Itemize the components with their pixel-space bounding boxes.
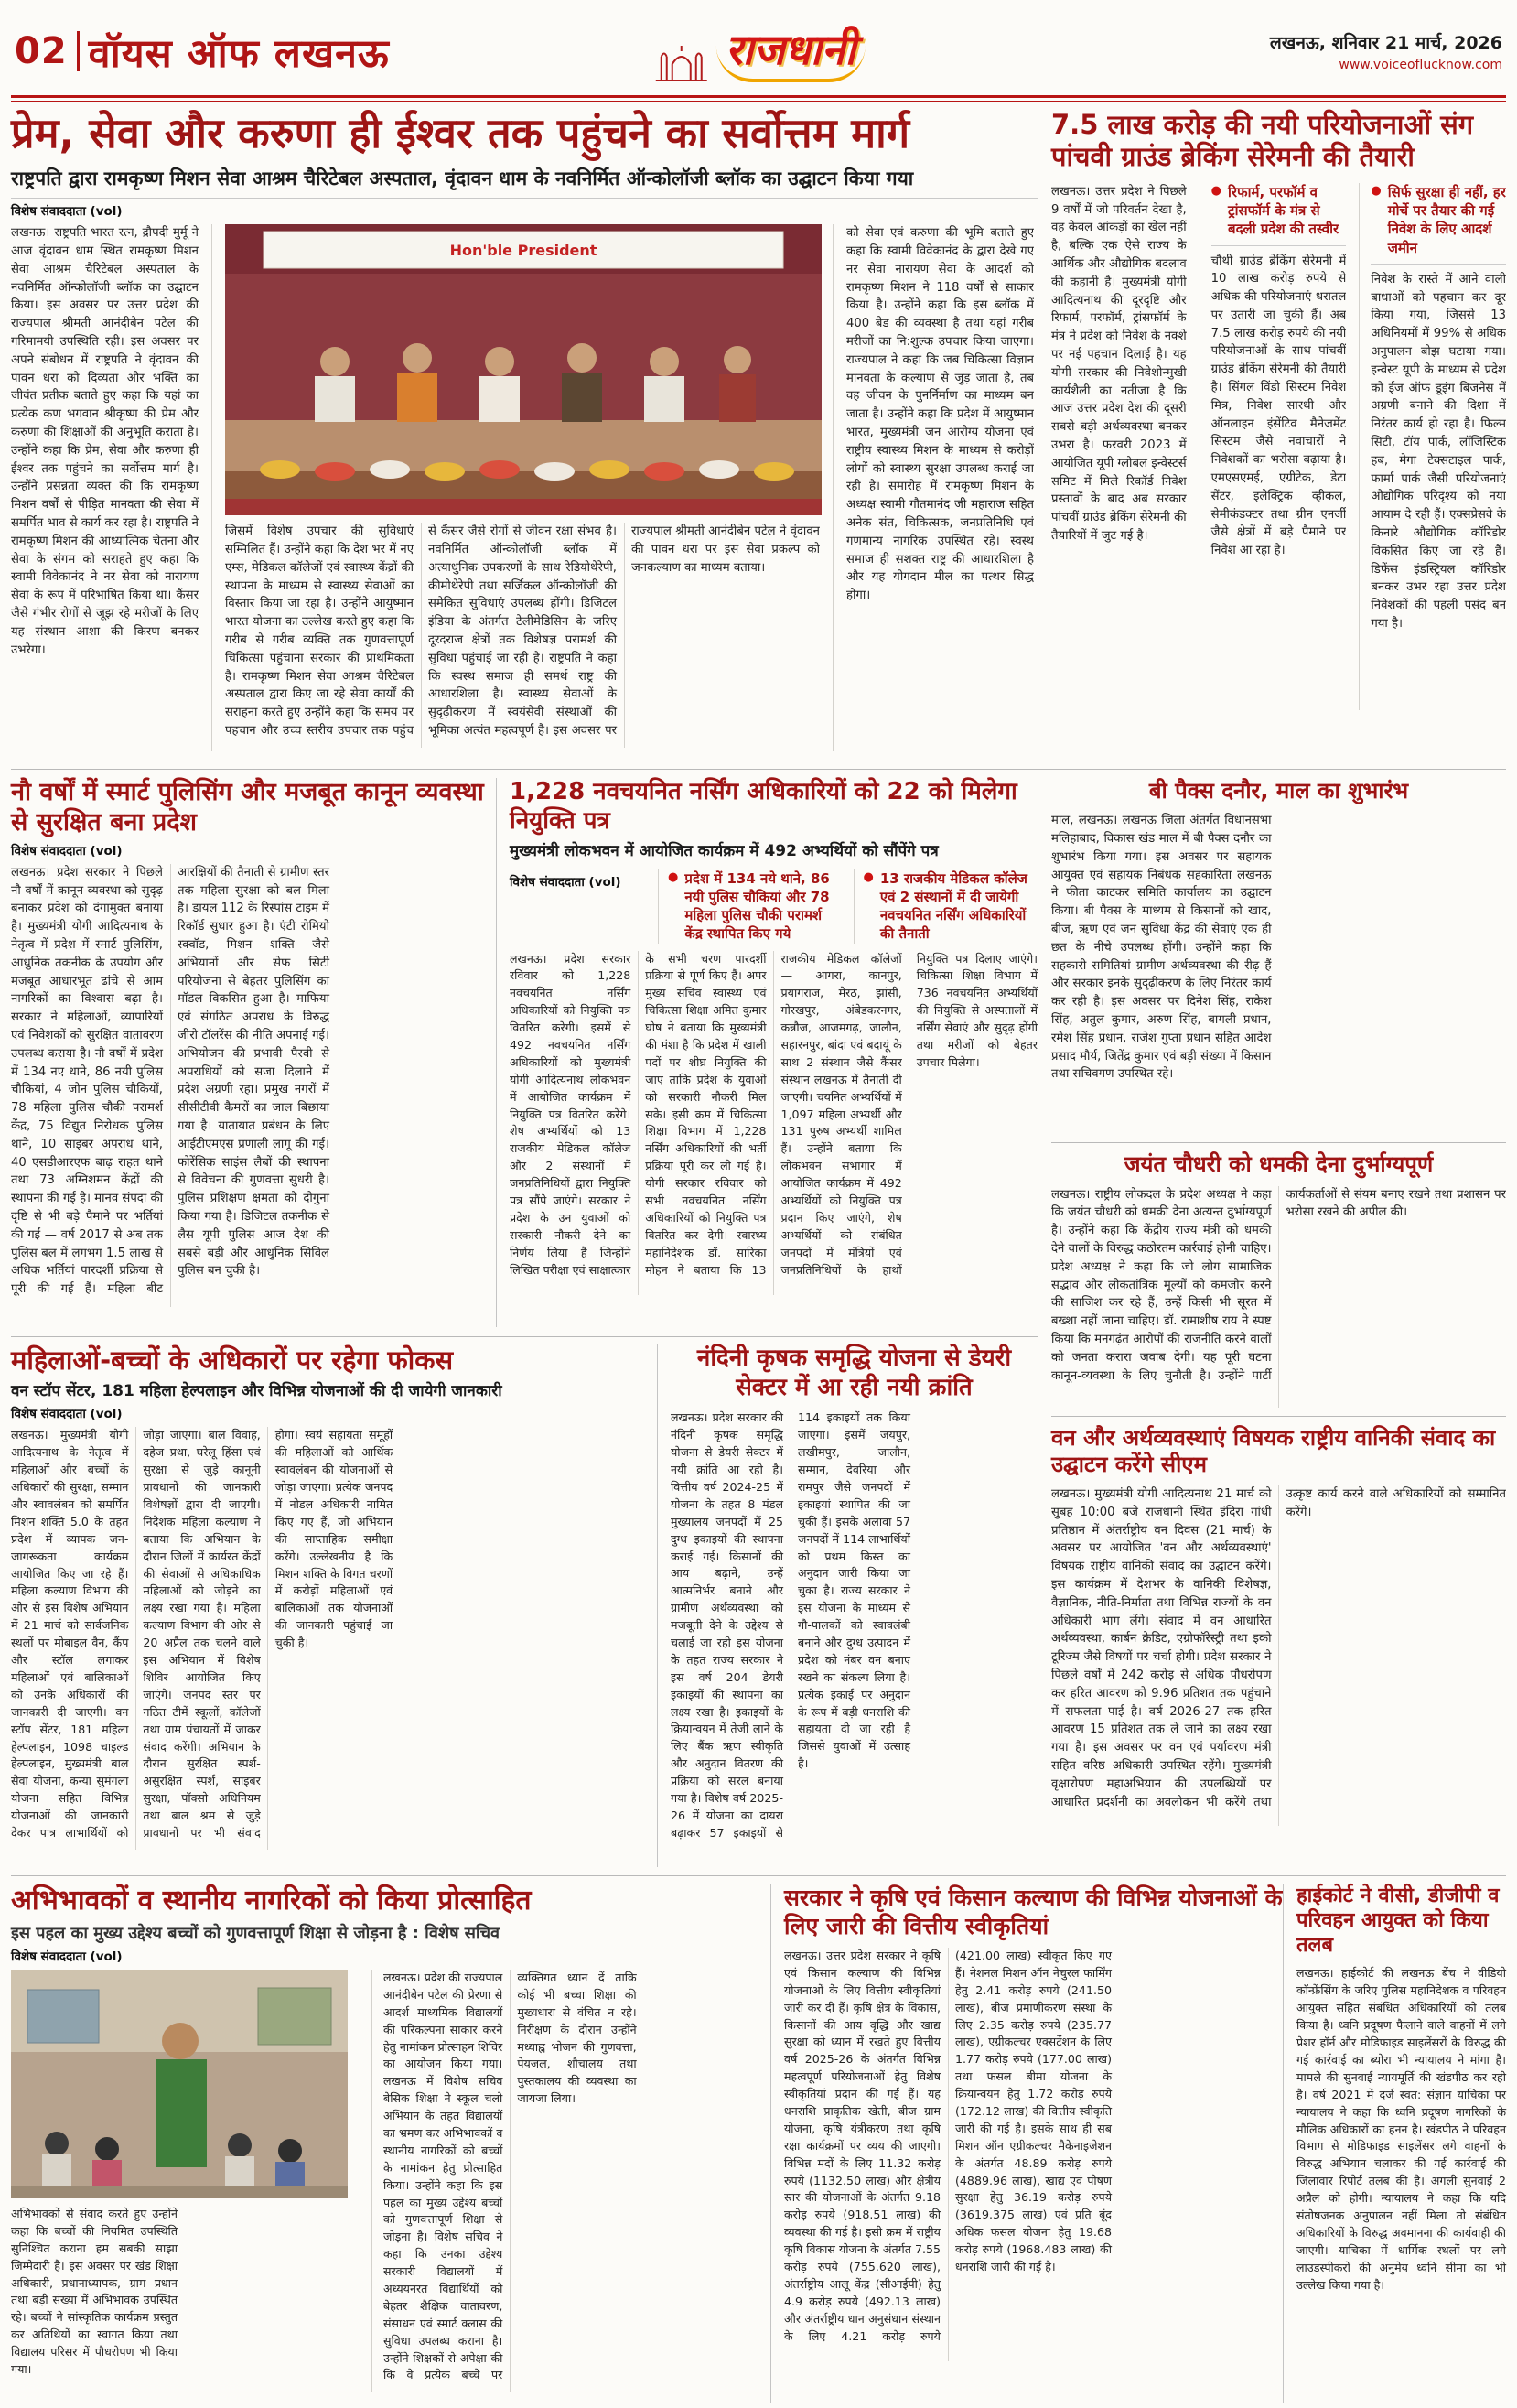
horizontal-divider (1051, 1416, 1506, 1417)
lead-photo-image (225, 224, 822, 515)
lead-byline: विशेष संवाददाता (vol) (11, 204, 123, 220)
nursing-body: लखनऊ। प्रदेश सरकार रविवार को 1,228 नवचयनित नर्सिंग अधिकारियों को नियुक्ति पत्र वितरित करेगी। इसमें से 492 नवचयनित नर्सिंग अधिकारियों को मुख्यमंत्री योगी आदित्यनाथ लोकभवन में आयोजित कार्यक्रम में नियुक्ति पत्र वितरित करेंगे। शेष अभ्यर्थियों को 13 राजकीय मेडिकल कॉलेज और 2 संस्थानों में जनप्रतिनिधियों द्वारा नियुक्ति पत्र सौंपे जाएंगे। सरकार ने प्रदेश के उन युवाओं को सरकारी नौकरी देने का निर्णय लिया है जिन्होंने लिखित परीक्षा एवं साक्षात्कार के सभी चरण पारदर्शी प्रक्रिया से पूर्ण किए हैं। अपर मुख्य सचिव स्वास्थ्य एवं चिकित्सा शिक्षा अमित कुमार घोष ने बताया कि मुख्यमंत्री की मंशा है कि प्रदेश में खाली पदों पर शीघ्र नियुक्ति की जाए ताकि प्रदेश के युवाओं को सरकारी नौकरी मिल सके। इसी क्रम में चिकित्सा शिक्षा विभाग में 1,228 नर्सिंग अधिकारियों की भर्ती प्रक्रिया पूरी कर ली गई है। योगी सरकार रविवार को सभी नवचयनित नर्सिंग अधिकारियों को नियुक्ति पत्र वितरित कर देगी। स्वास्थ्य महानिदेशक डॉ. सारिका मोहन ने बताया कि 13 राजकीय मेडिकल कॉलेजों — आगरा, कानपुर, प्रयागराज, मेरठ, झांसी, गोरखपुर, अंबेडकरनगर, कन्नौज, आजमगढ़, जालौन, सहारनपुर, बांदा एवं बदायूं के साथ 2 संस्थान जैसे कैंसर संस्थान लखनऊ में तैनाती दी जाएगी। चयनित अभ्यर्थियों में 1,097 महिला अभ्यर्थी और 131 पुरुष अभ्यर्थी शामिल हैं। उन्होंने बताया कि लोकभवन सभागार में आयोजित कार्यक्रम में 492 अभ्यर्थियों को नियुक्ति पत्र प्रदान किए जाएंगे, शेष अभ्यर्थियों को संबंधित जनपदों में मंत्रियों एवं जनप्रतिनिधियों के हाथों नियुक्ति पत्र दिलाए जाएंगे। चिकित्सा शिक्षा विभाग में 736 नवचयनित अभ्यर्थियों की नियुक्ति से अस्पतालों में नर्सिंग सेवाएं और सुदृढ़ होंगी तथा मरीजों को बेहतर उपचार मिलेगा। (510, 951, 1038, 1277)
gbc-column-1: लखनऊ। उत्तर प्रदेश ने पिछले 9 वर्षों में जो परिवर्तन देखा है, वह केवल आंकड़ों का खेल नहीं है, बल्कि एक ऐसे राज्य के आर्थिक और औद्योगिक बदलाव की कहानी है। मुख्यमंत्री योगी आदित्यनाथ की दूरदृष्टि और रिफार्म, परफॉर्म, ट्रांसफॉर्म के मंत्र ने प्रदेश को निवेश के नक्शे पर नई पहचान दिलाई है। यह योगी सरकार की निवेशोन्मुखी कार्यशैली का नतीजा है कि आज उत्तर प्रदेश देश की दूसरी सबसे बड़ी अर्थव्यवस्था बनकर उभरा है। फरवरी 2023 में आयोजित यूपी ग्लोबल इन्वेस्टर्स समिट में मिले रिकॉर्ड निवेश प्रस्तावों के बाद अब सरकार पांचवीं ग्राउंड ब्रेकिंग सेरेमनी की तैयारियों में जुट गई है। (1051, 184, 1187, 543)
lead-column-1: लखनऊ। राष्ट्रपति भारत रत्न, द्रौपदी मुर्मू ने आज वृंदावन धाम स्थित रामकृष्ण मिशन सेवा आश्रम चैरिटेबल अस्पताल के नवनिर्मित ऑन्कोलॉजी ब्लॉक का उद्घाटन किया। इस अवसर पर उत्तर प्रदेश की राज्यपाल श्रीमती आनंदीबेन पटेल की गरिमामयी उपस्थिति रही। इस अवसर पर अपने संबोधन में राष्ट्रपति ने वृंदावन की पावन धरा को दिव्यता और भक्ति का जीवंत प्रतीक बताते हुए कहा कि यहां का प्रत्येक कण भगवान श्रीकृष्ण की प्रेम और करुणा की शिक्षाओं की अनुभूति कराता है। उन्होंने कहा कि प्रेम, सेवा और करुणा ही ईश्वर तक पहुंचने का सर्वोत्तम मार्ग है। उन्होंने प्रसन्नता व्यक्त की कि रामकृष्ण मिशन वर्षों से पीड़ित मानवता की सेवा में समर्पित भाव से कार्य कर रहा है। राष्ट्रपति ने रामकृष्ण मिशन की आध्यात्मिक चेतना और सेवा के संगम को सराहते हुए कहा कि स्वामी विवेकानंद ने नर सेवा को नारायण सेवा के रूप में परिभाषित किया था। कैंसर जैसे गंभीर रोगों से जूझ रहे मरीजों के लिए यह संस्थान आशा की किरण बनकर उभरेगा। (11, 226, 199, 657)
bottom-band (11, 1884, 1506, 2403)
article-nandini (657, 1344, 1038, 1867)
page-number: 02 (15, 30, 68, 72)
agri-headline: सरकार ने कृषि एवं किसान कल्याण की विभिन्न योजनाओं के लिए जारी की वित्तीय स्वीकृतियां (784, 1884, 1283, 1939)
lead-column-5: को सेवा एवं करुणा की भूमि बताते हुए कहा कि स्वामी विवेकानंद के द्वारा देखे गए नर सेवा नारायण सेवा के आदर्श को रामकृष्ण मिशन ने 118 वर्षों से साकार किया है। उन्होंने कहा कि इस ब्लॉक में 400 बेड की व्यवस्था है तथा यहां गरीब मरीजों का नि:शुल्क उपचार किया जाएगा। राज्यपाल ने कहा कि जब चिकित्सा विज्ञान मानवता के कल्याण से जुड़ जाता है, तब वह जीवन के पुनर्निर्माण का माध्यम बन जाता है। उन्होंने कहा कि प्रदेश में आयुष्मान भारत, मुख्यमंत्री जन आरोग्य योजना एवं राष्ट्रीय स्वास्थ्य मिशन के माध्यम से करोड़ों लोगों को स्वास्थ्य सुरक्षा उपलब्ध कराई जा रही है। समारोह में रामकृष्ण मिशन के अध्यक्ष स्वामी गौतमानंद जी महाराज सहित अनेक संत, चिकित्सक, जनप्रतिनिधि एवं गणमान्य नागरिक उपस्थित रहे। स्वस्थ समाज ही सशक्त राष्ट्र की आधारशिला है और यह योगदान मील का पत्थर सिद्ध होगा। (846, 226, 1034, 603)
gbc-headline: 7.5 लाख करोड़ की नयी परियोजनाओं संग पांचवी ग्राउंड ब्रेकिंग सेरेमनी की तैयारी (1051, 109, 1474, 173)
jayant-headline: जयंत चौधरी को धमकी देना दुर्भाग्यपूर्ण (1124, 1151, 1434, 1178)
article-highcourt (1283, 1884, 1506, 2403)
gbc-column-3-text: निवेश के रास्ते में आने वाली बाधाओं को पहचान कर दूर किया गया, जिससे 13 अधिनियमों में 99% से अधिक अनुपालन बोझ घटाया गया। इन्वेस्ट यूपी के माध्यम से प्रदेश को ईज ऑफ डूइंग बिजनेस में अग्रणी बनाने की दिशा में निरंतर कार्य हो रहा है। फिल्म सिटी, टॉय पार्क, लॉजिस्टिक हब, मेगा टेक्सटाइल पार्क, फार्मा पार्क जैसी परियोजनाएं औद्योगिक परिदृश्य को नया आयाम दे रही हैं। एक्सप्रेसवे के किनारे औद्योगिक कॉरिडोर विकसित किए जा रहे हैं। डिफेंस इंडस्ट्रियल कॉरिडोर बनकर उभर रहा उत्तर प्रदेश निवेशकों की पहली पसंद बन गया है। (1371, 272, 1507, 631)
horizontal-divider (11, 769, 1506, 770)
article-women-children (11, 1344, 657, 1867)
lead-headline: प्रेम, सेवा और करुणा ही ईश्वर तक पहुंचने का सर्वोत्तम मार्ग (11, 109, 910, 157)
court-headline: हाईकोर्ट ने वीसी, डीजीपी व परिवहन आयुक्त को किया तलब (1296, 1884, 1500, 1957)
gbc-column-2 (1200, 183, 1347, 710)
gbc-body (1051, 183, 1506, 710)
article-nursing (496, 778, 1038, 1327)
school-left-column (11, 1970, 359, 2392)
forest-body: लखनऊ। मुख्यमंत्री योगी आदित्यनाथ 21 मार्च को सुबह 10:00 बजे राजधानी स्थित इंदिरा गांधी प्रतिष्ठान में अंतर्राष्ट्रीय वन दिवस (21 मार्च) के अवसर पर आयोजित 'वन और अर्थव्यवस्थाएं' विषयक राष्ट्रीय वानिकी संवाद का उद्घाटन करेंगे। इस कार्यक्रम में देशभर के वानिकी विशेषज्ञ, वैज्ञानिक, नीति-निर्माता तथा विभिन्न राज्यों के वन अधिकारी भाग लेंगे। संवाद में वन आधारित अर्थव्यवस्था, कार्बन क्रेडिट, एग्रोफॉरेस्ट्री तथा इको टूरिज्म जैसे विषयों पर चर्चा होगी। प्रदेश सरकार ने पिछले वर्षों में 242 करोड़ से अधिक पौधरोपण कर हरित आवरण को 9.96 प्रतिशत तक पहुंचाने में सफलता पाई है। वर्ष 2026-27 तक हरित आवरण 15 प्रतिशत तक ले जाने का लक्ष्य रखा गया है। इस अवसर पर वन एवं पर्यावरण मंत्री सहित वरिष्ठ अधिकारी उपस्थित रहेंगे। मुख्यमंत्री वृक्षारोपण महाअभियान की उपलब्धियों पर आधारित प्रदर्शनी का अवलोकन भी करेंगे तथा उत्कृष्ट कार्य करने वाले अधिकारियों को सम्मानित करेंगे। (1051, 1487, 1506, 1809)
nursing-byline: विशेष संवाददाता (vol) (510, 874, 621, 890)
gbc-column-3 (1359, 183, 1506, 710)
article-police (11, 778, 496, 1327)
article-forest-dialogue (1051, 1425, 1506, 1827)
bullet-icon: ● (1371, 183, 1382, 198)
lead-middle-text: जिसमें विशेष उपचार की सुविधाएं सम्मिलित हैं। उन्होंने कहा कि देश भर में नए एम्स, मेडिकल कॉलेजों एवं स्वास्थ्य केंद्रों की स्थापना के माध्यम से स्वास्थ्य सेवाओं का विस्तार किया जा रहा है। उन्होंने आयुष्मान भारत योजना का उल्लेख करते हुए कहा कि गरीब से गरीब व्यक्ति तक गुणवत्तापूर्ण चिकित्सा पहुंचाना सरकार की प्राथमिकता है। रामकृष्ण मिशन सेवा आश्रम चैरिटेबल अस्पताल द्वारा किए जा रहे सेवा कार्यों की सराहना करते हुए उन्होंने कहा कि समय पर पहचान और उच्च स्तरीय उपचार तक पहुंच से कैंसर जैसे रोगों से जीवन रक्षा संभव है। नवनिर्मित ऑन्कोलॉजी ब्लॉक में अत्याधुनिक उपकरणों के साथ रेडियोथेरेपी, कीमोथेरेपी तथा सर्जिकल ऑन्कोलॉजी की समेकित सुविधाएं उपलब्ध होंगी। डिजिटल इंडिया के अंतर्गत टेलीमेडिसिन के जरिए दूरदराज क्षेत्रों तक विशेषज्ञ परामर्श की सुविधा पहुंचाई जा रही है। राष्ट्रपति ने कहा कि स्वस्थ समाज ही समर्थ राष्ट्र की आधारशिला है। स्वास्थ्य सेवाओं के सुदृढ़ीकरण में स्वयंसेवी संस्थाओं की भूमिका अत्यंत महत्वपूर्ण है। इस अवसर पर राज्यपाल श्रीमती आनंदीबेन पटेल ने वृंदावन की पावन धरा पर इस सेवा प्रकल्प को जनकल्याण का माध्यम बताया। (225, 524, 820, 738)
right-rail (1038, 778, 1506, 1867)
nursing-highlight-1-text: प्रदेश में 134 नये थाने, 86 नयी पुलिस चौकियां और 78 महिला पुलिस चौकी परामर्श केंद्र स्थापित किए गये (684, 869, 830, 943)
jayant-body: लखनऊ। राष्ट्रीय लोकदल के प्रदेश अध्यक्ष ने कहा कि जयंत चौधरी को धमकी देना अत्यन्त दुर्भाग्यपूर्ण है। उन्होंने कहा कि केंद्रीय राज्य मंत्री को धमकी देने वालों के विरुद्ध कठोरतम कार्रवाई होनी चाहिए। प्रदेश अध्यक्ष ने कहा कि जो लोग सामाजिक सद्भाव और लोकतांत्रिक मूल्यों को कमजोर करने की साजिश कर रहे हैं, उन्हें किसी भी सूरत में बख्शा नहीं जाना चाहिए। डॉ. रामाशीष राय ने स्पष्ट किया कि मनगढ़ंत आरोपों की राजनीति करने वालों को जनता करारा जवाब देगी। यह पूरी घटना कानून-व्यवस्था के लिए चुनौती है। उन्होंने पार्टी कार्यकर्ताओं से संयम बनाए रखने तथा प्रशासन पर भरोसा रखने की अपील की। (1051, 1187, 1506, 1383)
women-subhead: वन स्टॉप सेंटर, 181 महिला हेल्पलाइन और विभिन्न योजनाओं की दी जायेगी जानकारी (11, 1382, 502, 1401)
section-logo (652, 20, 866, 82)
bpacs-body: माल, लखनऊ। लखनऊ जिला अंतर्गत विधानसभा मलिहाबाद, विकास खंड माल में बी पैक्स दनौर का शुभारंभ किया गया। इस अवसर पर सहायक आयुक्त एवं सहायक निबंधक सहकारिता लखनऊ ने फीता काटकर समिति कार्यालय का उद्घाटन किया। बी पैक्स के माध्यम से किसानों को खाद, बीज, ऋण एवं जन सुविधा केंद्र की सेवाएं एक ही छत के नीचे उपलब्ध होंगी। उन्होंने कहा कि सहकारी समितियां ग्रामीण अर्थव्यवस्था की रीढ़ हैं और सरकार इनके सुदृढ़ीकरण के लिए निरंतर कार्य कर रही है। इस अवसर पर दिनेश सिंह, राकेश सिंह, अतुल कुमार, अरुण सिंह, बागली प्रधान, रमेश सिंह प्रधान, राजेश गुप्ता प्रधान सहित आदेश प्रसाद मौर्य, जितेंद्र कुमार एवं बड़ी संख्या में किसान तथा सचिवगण उपस्थित रहे। (1051, 814, 1272, 1082)
row-women-nandini (11, 1336, 1038, 1867)
gbc-highlight-1 (1211, 183, 1347, 246)
bullet-icon: ● (863, 869, 874, 884)
section-logo-text: राजधानी (716, 20, 866, 82)
school-body-under-photo: अभिभावकों से संवाद करते हुए उन्होंने कहा कि बच्चों की नियमित उपस्थिति सुनिश्चित कराना हम सबकी साझा जिम्मेदारी है। इस अवसर पर खंड शिक्षा अधिकारी, प्रधानाध्यापक, ग्राम प्रधान तथा बड़ी संख्या में अभिभावक उपस्थित रहे। बच्चों ने सांस्कृतिक कार्यक्रम प्रस्तुत कर अतिथियों का स्वागत किया तथा विद्यालय परिसर में पौधरोपण भी किया गया। (11, 2206, 178, 2376)
nandini-headline: नंदिनी कृषक समृद्धि योजना से डेयरी सेक्टर में आ रही नयी क्रांति (696, 1344, 1012, 1401)
bullet-icon: ● (668, 869, 679, 884)
police-body: लखनऊ। प्रदेश सरकार ने पिछले नौ वर्षों में कानून व्यवस्था को सुदृढ़ बनाकर प्रदेश को दंगामुक्त बनाया है। मुख्यमंत्री योगी आदित्यनाथ के नेतृत्व में प्रदेश में स्मार्ट पुलिसिंग, आधुनिक तकनीक के उपयोग और मजबूत आधारभूत ढांचे से आम नागरिकों का विश्वास बढ़ा है। सरकार ने महिलाओं, व्यापारियों एवं निवेशकों को सुरक्षित वातावरण उपलब्ध कराया है। नौ वर्षों में प्रदेश में 134 नए थाने, 86 नयी पुलिस चौकियां, 4 जोन पुलिस चौकियों, 78 महिला पुलिस चौकी परामर्श केंद्र, 75 विद्युत निरोधक पुलिस थाने, 10 साइबर अपराध थाने, 40 एसडीआरएफ बाढ़ राहत थाने तथा 73 अग्निशमन केंद्रों की स्थापना की गई है। मानव संपदा की दृष्टि से भी बड़े पैमाने पर भर्तियां की गईं — वर्ष 2017 से अब तक पुलिस बल में लगभग 1.5 लाख से अधिक भर्तियां पारदर्शी प्रक्रिया से पूरी की गई हैं। महिला बीट आरक्षियों की तैनाती से ग्रामीण स्तर तक महिला सुरक्षा को बल मिला है। डायल 112 के रिस्पांस टाइम में रिकॉर्ड सुधार हुआ है। एंटी रोमियो स्क्वॉड, मिशन शक्ति जैसे अभियानों और सेफ सिटी परियोजना से बेहतर पुलिसिंग का मॉडल विकसित हुआ है। माफिया एवं संगठित अपराध के विरुद्ध जीरो टॉलरेंस की नीति अपनाई गई। अभियोजन की प्रभावी पैरवी से अपराधियों को सजा दिलाने में प्रदेश अग्रणी रहा। प्रमुख नगरों में सीसीटीवी कैमरों का जाल बिछाया गया है। यातायात प्रबंधन के लिए आईटीएमएस प्रणाली लागू की गई। फोरेंसिक साइंस लैबों की स्थापना से विवेचना की गुणवत्ता सुधरी है। पुलिस प्रशिक्षण क्षमता को दोगुना किया गया है। डिजिटल तकनीक से लैस यूपी पुलिस आज देश की सबसे बड़ी और आधुनिक सिविल पुलिस बन चुकी है। (11, 865, 329, 1297)
rajdhani-monument-icon (652, 38, 711, 82)
gbc-highlight-1-text: रिफार्म, परफॉर्म व ट्रांसफॉर्म के मंत्र से बदली प्रदेश की तस्वीर (1228, 183, 1339, 238)
bullet-icon: ● (1210, 183, 1222, 198)
gbc-highlight-2-text: सिर्फ सुरक्षा ही नहीं, हर मोर्चे पर तैयार की गई निवेश के लिए आदर्श जमीन (1387, 183, 1506, 256)
header-rule (11, 95, 1506, 102)
nursing-highlight-2 (854, 869, 1038, 944)
agri-body: लखनऊ। उत्तर प्रदेश सरकार ने कृषि एवं किसान कल्याण की विभिन्न योजनाओं के लिए वित्तीय स्वीकृतियां जारी कर दी हैं। कृषि क्षेत्र के विकास, किसानों की आय वृद्धि और खाद्य सुरक्षा को ध्यान में रखते हुए वित्तीय वर्ष 2025-26 के अंतर्गत विभिन्न महत्वपूर्ण परियोजनाओं हेतु विशेष स्वीकृतियां प्रदान की गई हैं। यह धनराशि प्राकृतिक खेती, बीज ग्राम योजना, कृषि यंत्रीकरण तथा कृषि रक्षा कार्यक्रमों पर व्यय की जाएगी। विभिन्न मदों के लिए 11.32 करोड़ रुपये (1132.50 लाख) और क्षेत्रीय स्तर की योजनाओं के अंतर्गत 9.18 करोड़ रुपये (918.51 लाख) की व्यवस्था की गई है। इसी क्रम में राष्ट्रीय कृषि विकास योजना के अंतर्गत 7.55 करोड़ रुपये (755.620 लाख), अंतर्राष्ट्रीय आलू केंद्र (सीआईपी) हेतु 4.9 करोड़ रुपये (492.13 लाख) और अंतर्राष्ट्रीय धान अनुसंधान संस्थान के लिए 4.21 करोड़ रुपये (421.00 लाख) स्वीकृत किए गए हैं। नेशनल मिशन ऑन नेचुरल फार्मिंग हेतु 2.41 करोड़ रुपये (241.50 लाख), बीज प्रमाणीकरण संस्था के लिए 2.35 करोड़ रुपये (235.77 लाख), एग्रीकल्चर एक्सटेंशन के लिए 1.77 करोड़ रुपये (177.00 लाख) तथा फसल बीमा योजना के क्रियान्वयन हेतु 1.72 करोड़ रुपये (172.12 लाख) की वित्तीय स्वीकृति जारी की गई है। इसके साथ ही सब मिशन ऑन एग्रीकल्चर मैकेनाइजेशन के अंतर्गत 48.89 करोड़ रुपये (4889.96 लाख), खाद्य एवं पोषण सुरक्षा हेतु 36.19 करोड़ रुपये (3619.375 लाख) एवं प्रति बूंद अधिक फसल योजना हेतु 19.68 करोड़ रुपये (1968.483 लाख) की धनराशि जारी की गई है। (784, 1949, 1112, 2343)
svg-text:Hon'ble President: Hon'ble President (449, 242, 597, 260)
lead-subhead: राष्ट्रपति द्वारा रामकृष्ण मिशन सेवा आश्रम चैरिटेबल अस्पताल, वृंदावन धाम के नवनिर्मित ऑन्कोलॉजी ब्लॉक का उद्घाटन किया गया (11, 167, 914, 189)
police-byline: विशेष संवाददाता (vol) (11, 843, 123, 858)
masthead-block (15, 25, 390, 79)
article-agri-sanctions (770, 1884, 1283, 2403)
lead-body (11, 224, 1038, 751)
school-headline: अभिभावकों व स्थानीय नागरिकों को किया प्रोत्साहित (11, 1884, 532, 1917)
article-lead (11, 109, 1038, 761)
top-band (11, 109, 1506, 761)
court-body: लखनऊ। हाईकोर्ट की लखनऊ बेंच ने वीडियो कॉन्फ्रेंसिंग के जरिए पुलिस महानिदेशक व परिवहन आयुक्त सहित संबंधित अधिकारियों को तलब किया है। ध्वनि प्रदूषण फैलाने वाले वाहनों में लगे प्रेशर हॉर्न और मोडिफाइड साइलेंसरों के विरुद्ध की गई कार्रवाई का ब्योरा भी न्यायालय ने मांगा है। मामले की सुनवाई न्यायमूर्ति की खंडपीठ कर रही है। वर्ष 2021 में दर्ज स्वत: संज्ञान याचिका पर न्यायालय ने कहा कि ध्वनि प्रदूषण नागरिकों के मौलिक अधिकारों का हनन है। खंडपीठ ने परिवहन विभाग से मोडिफाइड साइलेंसर लगे वाहनों के विरुद्ध अभियान चलाकर की गई कार्रवाई की जिलावार रिपोर्ट तलब की है। अगली सुनवाई 2 अप्रैल को होगी। न्यायालय ने कहा कि यदि संतोषजनक अनुपालन नहीं मिला तो संबंधित अधिकारियों के विरुद्ध अवमानना की कार्यवाही की जाएगी। याचिका में धार्मिक स्थलों पर लगे लाउडस्पीकरों की अनुमेय ध्वनि सीमा का भी उल्लेख किया गया है। (1296, 1966, 1506, 2292)
horizontal-divider (1051, 1142, 1506, 1143)
article-jayant (1051, 1151, 1506, 1407)
women-byline: विशेष संवाददाता (vol) (11, 1407, 123, 1422)
forest-headline: वन और अर्थव्यवस्थाएं विषयक राष्ट्रीय वानिकी संवाद का उद्घाटन करेंगे सीएम (1051, 1424, 1496, 1477)
nandini-body: लखनऊ। प्रदेश सरकार की नंदिनी कृषक समृद्धि योजना से डेयरी सेक्टर में नयी क्रांति आ रही है। वित्तीय वर्ष 2024-25 में योजना के तहत 8 मंडल मुख्यालय जनपदों में 25 दुग्ध इकाइयों की स्थापना कराई गई। किसानों की आय बढ़ाने, उन्हें आत्मनिर्भर बनाने और ग्रामीण अर्थव्यवस्था को मजबूती देने के उद्देश्य से चलाई जा रही इस योजना के तहत राज्य सरकार ने इस वर्ष 204 डेयरी इकाइयों की स्थापना का लक्ष्य रखा है। इकाइयों के क्रियान्वयन में तेजी लाने के लिए बैंक ऋण स्वीकृति और अनुदान वितरण की प्रक्रिया को सरल बनाया गया है। विशेष वर्ष 2025-26 में योजना का दायरा बढ़ाकर 57 इकाइयों से 114 इकाइयों तक किया जाएगा। इसमें जयपुर, लखीमपुर, जालौन, सम्मान, देवरिया और रामपुर जैसे जनपदों में इकाइयां स्थापित की जा चुकी हैं। इसके अलावा 57 जनपदों में 114 लाभार्थियों को प्रथम किस्त का अनुदान जारी किया जा चुका है। राज्य सरकार ने इस योजना के माध्यम से गौ-पालकों को स्वावलंबी बनाने और दुग्ध उत्पादन में प्रदेश को नंबर वन बनाए रखने का संकल्प लिया है। प्रत्येक इकाई पर अनुदान के रूप में बड़ी धनराशि की सहायता दी जा रही है जिससे युवाओं में उत्साह है। (671, 1410, 910, 1840)
police-headline: नौ वर्षों में स्मार्ट पुलिसिंग और मजबूत कानून व्यवस्था से सुरक्षित बना प्रदेश (11, 778, 484, 837)
nursing-headline: 1,228 नवचयनित नर्सिंग अधिकारियों को 22 को मिलेगा नियुक्ति पत्र (510, 778, 1017, 835)
women-headline: महिलाओं-बच्चों के अधिकारों पर रहेगा फोकस (11, 1344, 454, 1376)
lead-middle-block (211, 224, 834, 751)
bpacs-headline: बी पैक्स दनौर, माल का शुभारंभ (1148, 778, 1409, 804)
nursing-highlight-1 (658, 869, 843, 944)
dateline-block (1270, 30, 1502, 72)
horizontal-divider (11, 198, 1038, 199)
horizontal-divider (11, 1875, 1506, 1876)
women-body: लखनऊ। मुख्यमंत्री योगी आदित्यनाथ के नेतृत्व में महिलाओं और बच्चों के अधिकारों की सुरक्षा, सम्मान और स्वावलंबन को समर्पित मिशन शक्ति 5.0 के तहत प्रदेश में व्यापक जन-जागरूकता कार्यक्रम आयोजित किए जा रहे हैं। महिला कल्याण विभाग की ओर से इस विशेष अभियान में 21 मार्च को सार्वजनिक स्थलों पर मोबाइल वैन, कैंप और स्टॉल लगाकर महिलाओं एवं बालिकाओं को उनके अधिकारों की जानकारी दी जाएगी। वन स्टॉप सेंटर, 181 महिला हेल्पलाइन, 1098 चाइल्ड हेल्पलाइन, मुख्यमंत्री बाल सेवा योजना, कन्या सुमंगला योजना सहित विभिन्न योजनाओं की जानकारी देकर पात्र लाभार्थियों को जोड़ा जाएगा। बाल विवाह, दहेज प्रथा, घरेलू हिंसा एवं सुरक्षा से जुड़े कानूनी प्रावधानों की जानकारी विशेषज्ञों द्वारा दी जाएगी। निदेशक महिला कल्याण ने बताया कि अभियान के दौरान जिलों में कार्यरत केंद्रों की सेवाओं से अधिकाधिक महिलाओं को जोड़ने का लक्ष्य रखा गया है। महिला कल्याण विभाग की ओर से 20 अप्रैल तक चलने वाले इस अभियान में विशेष शिविर आयोजित किए जाएंगे। जनपद स्तर पर गठित टीमें स्कूलों, कॉलेजों तथा ग्राम पंचायतों में जाकर संवाद करेंगी। अभियान के दौरान सुरक्षित स्पर्श-असुरक्षित स्पर्श, साइबर सुरक्षा, पॉक्सो अधिनियम तथा बाल श्रम से जुड़े प्रावधानों पर भी संवाद होगा। स्वयं सहायता समूहों की महिलाओं को आर्थिक स्वावलंबन की योजनाओं से जोड़ा जाएगा। प्रत्येक जनपद में नोडल अधिकारी नामित किए गए हैं, जो अभियान की साप्ताहिक समीक्षा करेंगे। उल्लेखनीय है कि मिशन शक्ति के विगत चरणों में करोड़ों महिलाओं एवं बालिकाओं तक योजनाओं की जानकारी पहुंचाई जा चुकी है। (11, 1428, 393, 1840)
website-url[interactable]: www.voiceoflucknow.com (1339, 58, 1502, 72)
row-police-nursing (11, 778, 1038, 1327)
masthead-divider (77, 31, 80, 71)
article-ground-breaking (1038, 109, 1506, 761)
article-school-outreach (11, 1884, 770, 2403)
middle-band (11, 778, 1506, 1867)
nursing-subhead: मुख्यमंत्री लोकभवन में आयोजित कार्यक्रम में 492 अभ्यर्थियों को सौंपेंगे पत्र (510, 842, 939, 861)
page-header (11, 9, 1506, 93)
lead-photo (225, 224, 822, 515)
school-visit-photo (11, 1970, 348, 2198)
school-subhead: इस पहल का मुख्य उद्देश्य बच्चों को गुणवत्तापूर्ण शिक्षा से जोड़ना है : विशेष सचिव (11, 1923, 500, 1943)
gbc-column-2-text: चौथी ग्राउंड ब्रेकिंग सेरेमनी में 10 लाख करोड़ रुपये से अधिक की परियोजनाएं धरातल पर उतारी जा चुकी हैं। अब 7.5 लाख करोड़ रुपये की नयी परियोजनाओं के साथ पांचवीं ग्राउंड ब्रेकिंग सेरेमनी की तैयारी है। सिंगल विंडो सिस्टम निवेश मित्र, निवेश सारथी और ऑनलाइन इंसेंटिव मैनेजमेंट सिस्टम जैसे नवाचारों ने निवेशकों का भरोसा बढ़ाया है। एमएसएमई, एग्रीटेक, डेटा सेंटर, इलेक्ट्रिक व्हीकल, सेमीकंडक्टर तथा ग्रीन एनर्जी जैसे क्षेत्रों में बड़े पैमाने पर निवेश आ रहा है। (1210, 254, 1347, 558)
school-photo-image (11, 1970, 348, 2198)
dateline: लखनऊ, शनिवार 21 मार्च, 2026 (1269, 33, 1502, 53)
article-bpacs (1051, 778, 1506, 1134)
gbc-highlight-2 (1371, 183, 1506, 265)
nursing-highlight-strip (510, 869, 1038, 944)
school-content (11, 1970, 770, 2392)
middle-left-region (11, 778, 1038, 1867)
nursing-highlight-2-text: 13 राजकीय मेडिकल कॉलेज एवं 2 संस्थानों में दी जायेगी नवचयनित नर्सिंग अधिकारियों की तैनाती (879, 869, 1027, 943)
school-body-side: लखनऊ। प्रदेश की राज्यपाल आनंदीबेन पटेल की प्रेरणा से आदर्श माध्यमिक विद्यालयों की परिकल्पना साकार करने हेतु नामांकन प्रोत्साहन शिविर का आयोजन किया गया। लखनऊ में विशेष सचिव बेसिक शिक्षा ने स्कूल चलो अभियान के तहत विद्यालयों का भ्रमण कर अभिभावकों व स्थानीय नागरिकों को बच्चों के नामांकन हेतु प्रोत्साहित किया। उन्होंने कहा कि इस पहल का मुख्य उद्देश्य बच्चों को गुणवत्तापूर्ण शिक्षा से जोड़ना है। विशेष सचिव ने कहा कि उनका उद्देश्य सरकारी विद्यालयों में अध्ययनरत विद्यार्थियों को बेहतर शैक्षिक वातावरण, संसाधन एवं स्मार्ट क्लास की सुविधा उपलब्ध कराना है। उन्होंने शिक्षकों से अपेक्षा की कि वे प्रत्येक बच्चे पर व्यक्तिगत ध्यान दें ताकि कोई भी बच्चा शिक्षा की मुख्यधारा से वंचित न रहे। निरीक्षण के दौरान उन्होंने मध्याह्न भोजन की गुणवत्ता, पेयजल, शौचालय तथा पुस्तकालय की व्यवस्था का जायजा लिया। (371, 1970, 770, 2392)
school-byline: विशेष संवाददाता (vol) (11, 1949, 123, 1964)
masthead-title: वॉयस ऑफ लखनऊ (88, 30, 390, 77)
